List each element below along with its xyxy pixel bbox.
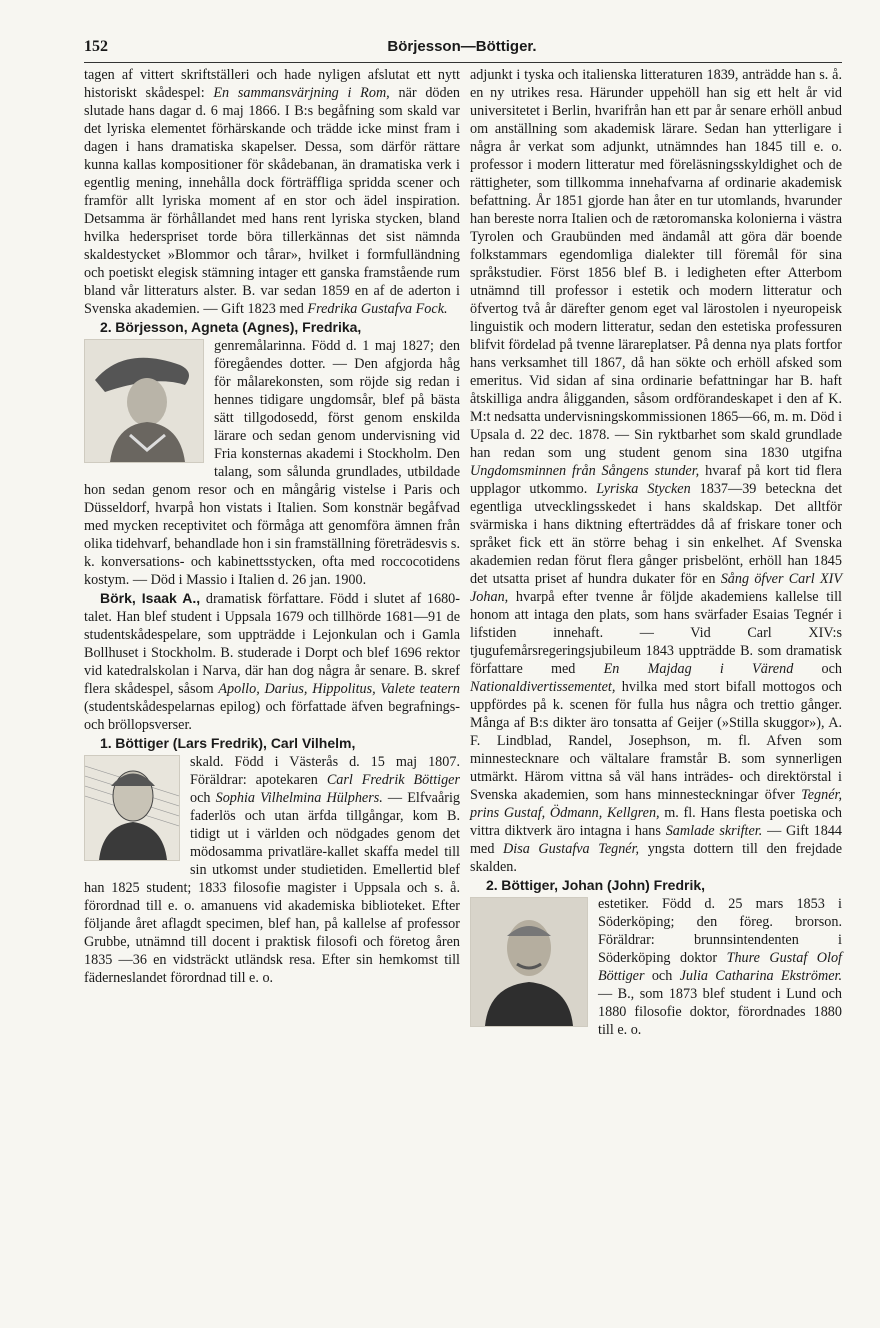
entry-continuation: adjunkt i tyska och italienska litteraturen 1839, anträdde han s. å. en ny utrikes resa. Härunder uppehöll han sig ett helt år vid universitetet i Berlin, hvarifrån han ett par år senare erhöll anbud om anställning som akademisk lärare. Sedan han ytterligare i några år verkat som adjunkt, utnämndes han 1845 till e. o. professor i modern litteratur med föreläsningsskyldighet och de rättigheter, som tillkomma innehafvarna af ordinarie akademisk befattning. År 1851 gjorde han åter en tur utomlands, hvarunder han bereste norra Italien och de rætoromanska kolonierna i västra Tyrolen och Graubünden med ändamål att göra där boende folkstammars egendomliga dialekter till föremål för sina språkstudier. Först 1856 blef B. i ledigheten efter Atterbom utnämnd till professor i estetik och modern litteratur och öfvertog två år därefter genom eget val lärostolen i nyeuropeisk linguistik och modern litteratur, sedan den estetiska professuren blifvit fördelad på tvenne lärareplatser. På denna nya plats fortfor hans verksamhet till 1867, då han sökte och erhöll afsked som emeritus. Vid sidan af sina ordinarie befattningar har B. haft åtskilliga andra åligganden, såsom ordförandeskapet i den af K. M:t nedsatta undervisningskommissionen 1865—66, m. m. Död i Upsala d. 22 dec. 1878. — Sin ryktbarhet som skald grundlade han redan som ung student genom sina 1830 utgifna Ungdomsminnen från Sångens stunder, hvaraf på kort tid flera upplagor utkommo. Lyriska Stycken 1837—39 beteckna det egentliga utvecklingsskedet i hans skaldskap. Det alltför svärmiska i hans diktning efterträddes då af friskare toner och språket fick ett än större behag i sin enkelhet. Af Svenska akademien redan förut flera gånger prisbelönt, erhöll han 1845 det utsatta priset af hundra dukater för en Sång öfver Carl XIV Johan, hvarpå efter tvenne år följde akademiens kallelse till honom att intaga den plats, som hans svärfader Esaias Tegnér i lifstiden innehaft. — Vid Carl XIV:s tjugufemårsregeringsjubileum 1843 uppträdde B. som dramatisk författare med En Majdag i Värend och Nationaldivertissementet, hvilka med stort bifall mottogos och uppfördes på k. scenen för fulla hus några och trettio gånger. Många af B:s dikter äro tonsatta af Geijer (»Stilla skuggor»), A. F. Lindblad, Randel, Josephson, m. fl. Afven som minnestecknare och vältalare framstår B. som synnerligen utmärkt. Härom vittna så väl hans inträdes- och direktörstal i Svenska akademien, som hans minnesteckningar öfver Tegnér, prins Gustaf, Ödmann, Kellgren, m. fl. Hans flesta poetiska och vittra diktverk äro intagna i hans Samlade skrifter. — Gift 1844 med Disa Gustafva Tegnér, yngsta dottern till den frejdade skalden. bbox=[470, 67, 843, 875]
page-header bbox=[84, 38, 840, 58]
portrait-photo bbox=[470, 897, 588, 1027]
right-column: adjunkt i tyska och italienska litteraturen 1839, anträdde han s. å. en ny utrikes resa. Härunder uppehöll han sig ett helt år vid universitetet i Berlin, hvarifrån han ett par år senare erhöll anbud om anställning som akademisk lärare. Sedan han ytterligare i några år verkat som adjunkt, utnämndes han 1845 till e. o. professor i modern litteratur med föreläsningsskyldighet och de rättigheter, som tillkomma innehafvarna af ordinarie akademisk befattning. År 1851 gjorde han åter en tur utomlands, hvarunder han bereste norra Italien och de rætoromanska kolonierna i västra Tyrolen och Graubünden med ändamål att göra där boende folkstammars egendomliga dialekter till föremål för sina språkstudier. Först 1856 blef B. i ledigheten efter Atterbom utnämnd till professor i estetik och modern litteratur och öfvertog två år därefter genom eget val lärostolen i nyeuropeisk linguistik och modern litteratur, sedan den estetiska professuren blifvit fördelad på tvenne lärareplatser. På denna nya plats fortfor hans verksamhet till 1867, då han sökte och erhöll afsked som emeritus. Vid sidan af sina ordinarie befattningar har B. haft åtskilliga andra åligganden, såsom ordförandeskapet i den af K. M:t nedsatta undervisningskommissionen 1865—66, m. m. Död i Upsala d. 22 dec. 1878. — Sin ryktbarhet som skald grundlade han redan som ung student genom sina 1830 utgifna Ungdomsminnen från Sångens stunder, hvaraf på kort tid flera upplagor utkommo. Lyriska Stycken 1837—39 beteckna det egentliga utvecklingsskedet i hans skaldskap. Det alltför svärmiska i hans diktning efterträddes då af friskare toner och språket fick ett än större behag i sin enkelhet. Af Svenska akademien redan förut flera gånger prisbelönt, erhöll han 1845 det utsatta priset af hundra dukater för en Sång öfver Carl XIV Johan, hvarpå efter tvenne år följde akademiens kallelse till honom att intaga den plats, som hans svärfader Esaias Tegnér i lifstiden innehaft. — Vid Carl XIV:s tjugufemårsregeringsjubileum 1843 uppträdde B. som dramatisk författare med En Majdag i Värend och Nationaldivertissementet, hvilka med stort bifall mottogos och uppfördes på k. scenen för fulla hus några och trettio gånger. Många af B:s dikter äro tonsatta af Geijer (»Stilla skuggor»), A. F. Lindblad, Randel, Josephson, m. fl. Afven som minnestecknare och vältalare framstår B. som synnerligen utmärkt. Härom vittna så väl hans inträdes- och direktörstal i Svenska akademien, som hans minnesteckningar öfver Tegnér, prins Gustaf, Ödmann, Kellgren, m. fl. Hans flesta poetiska och vittra diktverk äro intagna i hans Samlade skrifter. — Gift 1844 med Disa Gustafva Tegnér, yngsta dottern till den frejdade skalden. 2. Böttiger, Johan (John) Fredrik, estetiker. Född d. 25 mars 1853 i Söderköping; den föreg. brorson. Föräldrar: brunnsintendenten i Söderköping doktor Thure Gustaf Olof Böttiger och Julia Catharina Ekströmer. — B., som 1873 blef student i Lund och 1880 filosofie doktor, förordnades 1880 till e. o. bbox=[470, 67, 843, 1038]
entry-headword: Börk, Isaak A., bbox=[100, 590, 201, 606]
running-head: Börjesson—Böttiger. bbox=[387, 38, 537, 55]
entry-number: 2. bbox=[486, 877, 498, 893]
entry-headword: Börjesson, Agneta (Agnes), Fredrika, bbox=[115, 319, 362, 335]
header-rule bbox=[84, 62, 842, 63]
entry-number: 2. bbox=[100, 319, 112, 335]
entry-headword: Böttiger (Lars Fredrik), Carl Vilhelm, bbox=[115, 735, 356, 751]
entry-headword: Böttiger, Johan (John) Fredrik, bbox=[501, 877, 706, 893]
entry-agneta-borjesson bbox=[84, 318, 460, 337]
page-number: 152 bbox=[84, 38, 108, 55]
portrait-engraving bbox=[84, 755, 180, 861]
entry-continuation: tagen af vittert skriftställeri och hade nyligen afslutat ett nytt historiskt skådespel: En sammansvärjning i Rom, när döden slutade hans dagar d. 6 maj 1866. I B:s begåfning som skald var det lyriska elementet förhärskande och trädde icke minst fram i dagen i hans dramatiska skapelser. Dessa, som därför rättare kunna kallas kompositioner för skådebanan, än dramatiska verk i egentlig mening, innehålla dock förträffliga spridda scener och framför allt lyriska moment af en stor och ädel inspiration. Detsamma är förhållandet med hans rent lyriska stycken, bland hvilka hederspriset torde böra tillerkännas det sist nämnda skaldestycket »Blommor och tårar», hvilket i formfulländning och poetiskt elegisk stämning intager ett ganska framstående rum bland vår litteraturs alster. B. var sedan 1859 en af de aderton i Svenska akademien. — Gift 1823 med Fredrika Gustafva Fock. bbox=[84, 67, 460, 317]
entry-number: 1. bbox=[100, 735, 112, 751]
portrait-image bbox=[84, 339, 204, 463]
entry-text: genremålarinna. Född d. 1 maj 1827; den föregåendes dotter. — Den afgjorda håg för målarekonsten, som röjde sig redan i hennes tidigare ungdomsår, blef på bästa sätt tillgodosedd, först genom enskilda lärare och sedan genom undervisning vid Fria konsternas akademi i Stockholm. Den talang, som sålunda grundlades, utbildade hon sedan genom resor och en mångårig vistelse i Paris och Düsseldorf, hvarpå hon vistats i Italien. Som konstnär begåfvad med mycken receptivitet och förmåga att genomföra ämnen från olika tidehvarf, behandlade hon i sin framställning företrädesvis s. k. konversations- och kabinettsstycken, ofta med roccocotidens kostym. — Död i Massio i Italien d. 26 jan. 1900. bbox=[84, 338, 460, 588]
entry-john-bottiger bbox=[470, 876, 842, 895]
entry-isaak-bork: Börk, Isaak A., dramatisk författare. Född i slutet af 1680-talet. Han blef student i Uppsala 1679 och tillhörde 1681—91 de studentskådespelare, som uppträdde i Lejonkulan och i Gamla Bollhuset i Stockholm. B. studerade i Dorpt och blef 1696 rektor vid katedralskolan i Narva, där han dog några år senare. B. skref flera skådespel, såsom Apollo, Darius, Hippolitus, Valete teatern (studentskådespelarnas epilog) och författade äfven begrafnings- och bröllopsverser. bbox=[84, 590, 460, 733]
entry-carl-bottiger bbox=[84, 734, 460, 753]
left-column: tagen af vittert skriftställeri och hade nyligen afslutat ett nytt historiskt skådespel: En sammansvärjning i Rom, när döden slutade hans dagar d. 6 maj 1866. I B:s begåfning som skald var det lyriska elementet förhärskande och trädde icke minst fram i dagen i hans dramatiska skapelser. Dessa, som därför rättare kunna kallas kompositioner för skådebanan, än dramatiska verk i egentlig mening, innehålla dock förträffliga spridda scener och framför allt lyriska moment af en stor och ädel inspiration. Detsamma är förhållandet med hans rent lyriska stycken, bland hvilka hederspriset torde böra tillerkännas det sist nämnda skaldestycket »Blommor och tårar», hvilket i formfulländning och poetiskt elegisk stämning intager ett ganska framstående rum bland vår litteraturs alster. B. var sedan 1859 en af de aderton i Svenska akademien. — Gift 1823 med Fredrika Gustafva Fock. 2. Börjesson, Agneta (Agnes), Fredrika, genremålarinna. Född d. 1 maj 1827; den föregåendes dotter. — Den afgjorda håg för målarekonsten, som röjde sig redan i hennes tidigare ungdomsår, blef på bästa sätt tillgodosedd, först genom enskilda lärare och sedan genom undervisning vid Fria konsternas akademi i Stockholm. Den talang, som sålunda grundlades, utbildade hon sedan genom resor och en mångårig vistelse i Paris och Düsseldorf, hvarpå hon vistats i Italien. Som konstnär begåfvad med mycken receptivitet och förmåga att genomföra ämnen från olika tidehvarf, behandlade hon i sin framställning företrädesvis s. k. konversations- och kabinettsstycken, ofta med roccocotidens kostym. — Död i Massio i Italien d. 26 jan. 1900. Börk, Isaak A., dramatisk författare. Född i slutet af 1680-talet. Han blef student i Uppsala 1679 och tillhörde 1681—91 de studentskådespelare, som uppträdde i Lejonkulan och i Gamla Bollhuset i Stockholm. B. studerade i Dorpt och blef 1696 rektor vid katedralskolan i Narva, där han dog några år senare. B. skref flera skådespel, såsom Apollo, Darius, Hippolitus, Valete teatern (studentskådespelarnas epilog) och författade äfven begrafnings- och bröllopsverser. 1. Böttiger (Lars Fredrik), Carl Vilhelm, skald. Född i Västerås d. 15 maj 1807. Föräldrar: apotekaren Carl Fredrik Böttiger och Sophia Vilhelmina Hülphers. — Elfvaårig faderlös och utan ärfda tillgångar, kom B. tidigt ut i världen och nödgades genom det mödosamma privatläre-kallet skaffa medel till sin utkomst under studietiden. Emellertid blef han 1825 student; 1833 filosofie magister i Uppsala och s. å. förordnad till e. o. amanuens vid akademiska biblioteket. Efter följande året aflagdt specimen, blef han, på kallelse af professor Grubbe, utnämnd till docent i praktisk filosofi och företog åren 1835 —36 en vidsträckt utländsk resa. Efter sin hemkomst till fäderneslandet förordnad till e. o. bbox=[84, 67, 460, 986]
